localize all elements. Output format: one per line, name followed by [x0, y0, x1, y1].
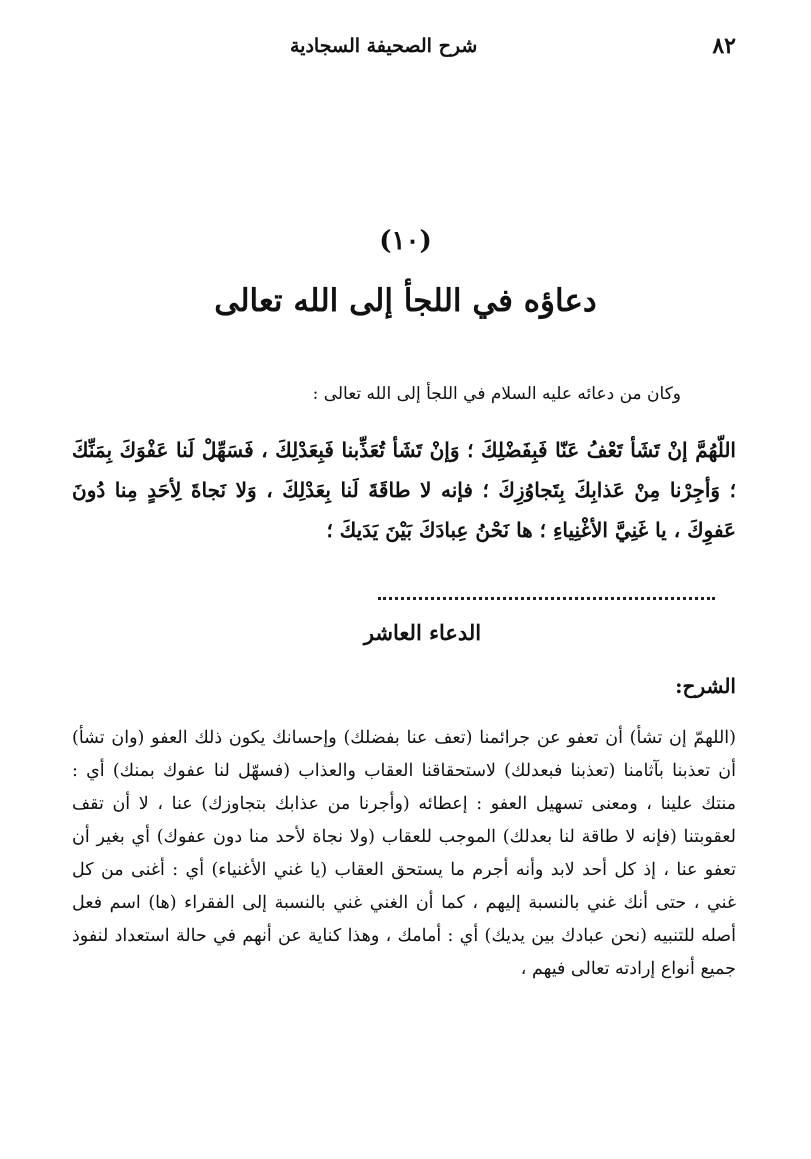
commentary-text: (اللهمّ إن تشأ) أن تعفو عن جرائمنا (تعف عنا بفضلك) وإحسانك يكون ذلك العفو (وان تشأ) أن تعذبنا بآثامنا (تعذبنا فبعدلك) لاستحقاقنا العقاب والعذاب (فسهّل لنا عفوك بمنك) أي : منتك علينا ، ومعنى تسهيل العفو : إعطائه (وأجرنا من عذابك بتجاوزك) عنا ، لا أن تقف لعقوبتنا (فإنه لا طاقة لنا بعدلك) الموجب للعقاب (ولا نجاة لأحد منا دون عفوك) أي بغير أن تعفو عنا ، إذ كل أحد لابد وأنه أجرم ما يستحق العقاب (يا غني الأغنياء) أي : أغنى من كل غني ، حتى أنك غني بالنسبة إليهم ، كما أن الغني غني بالنسبة إلى الفقراء (ها) اسم فعل أصله للتنبيه (نحن عبادك بين يديك) أي : أمامك ، وهذا كناية عن أنهم في حالة استعداد لنفوذ جميع أنواع إرادته تعالى فيهم ، — [72, 728, 736, 979]
intro-line: وكان من دعائه عليه السلام في اللجأ إلى الله تعالى : — [312, 384, 681, 404]
page-header — [70, 28, 736, 64]
section-title-text: الدعاء العاشر — [363, 620, 482, 645]
chapter-title: دعاؤه في اللجأ إلى الله تعالى — [214, 283, 597, 319]
prayer-text: اللّهُمَّ إنْ تَشَأ تَعْفُ عَنّا فَبِفَضْلِكَ ؛ وَإنْ تَشَأ تُعَذِّبنا فَبِعَدْلِكَ ، فَسَهِّلْ لَنا عَفْوَكَ بِمَنِّكَ ؛ وَأجِرْنا مِنْ عَذابِكَ بِتَجاوُزِكَ ؛ فإنه لا طاقَةَ لَنا بِعَدْلِكَ ، وَلا نَجاةَ لِأحَدٍ مِنا دُونَ عَفوِكَ ، يا غَنِيَّ الأغْنِياءِ ؛ ها نَحْنُ عِبادَكَ بَيْنَ يَدَيكَ ؛ — [72, 438, 736, 542]
page-number: ٨٢ — [712, 33, 736, 59]
dotted-divider — [378, 597, 715, 600]
chapter-number: (١٠) — [379, 226, 432, 256]
commentary-heading: الشرح: — [675, 674, 736, 698]
section-title — [0, 620, 811, 645]
running-title: شرح الصحيفة السجادية — [290, 35, 478, 57]
